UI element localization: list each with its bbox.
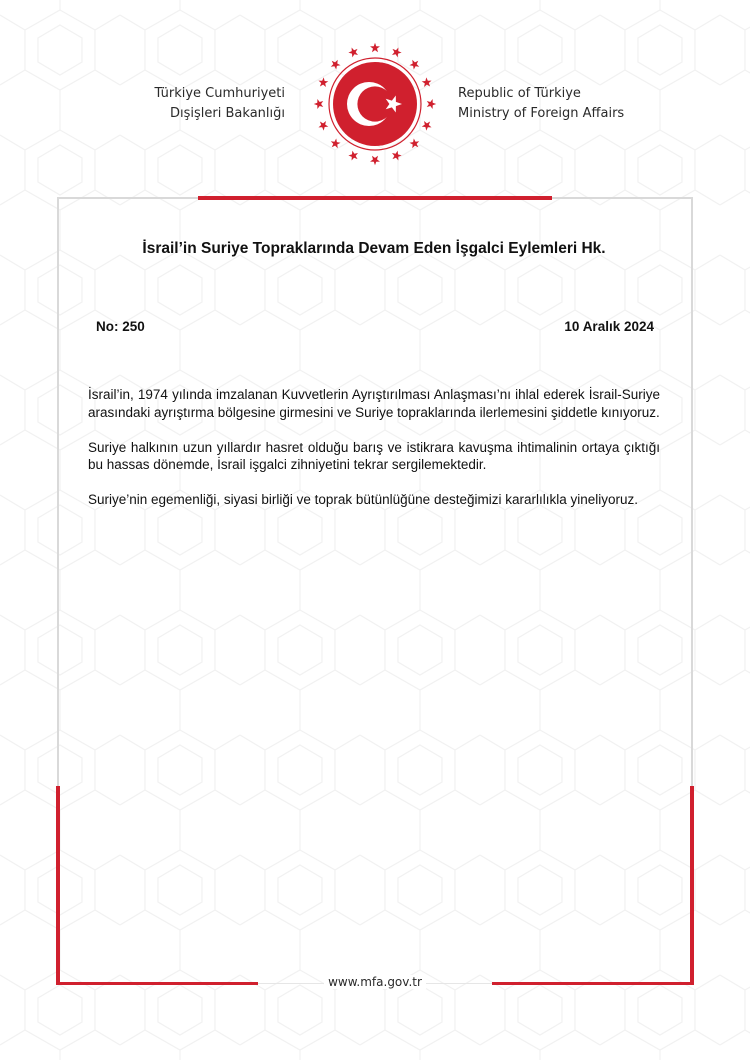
body-paragraph: İsrail’in, 1974 yılında imzalanan Kuvvetlerin Ayrıştırılması Anlaşması’nı ihlal ederek İsrail-Suriye arasındaki ayrıştırma bölgesine girmesini ve Suriye topraklarında ilerlemesini şiddetle kınıyoruz. (88, 387, 660, 420)
footer (0, 975, 750, 989)
frame-left-line (57, 197, 59, 787)
emblem-ring-star-icon (392, 151, 402, 161)
document-title: İsrail’in Suriye Topraklarında Devam Eden İşgalci Eylemleri Hk. (142, 240, 606, 257)
emblem-ring-star-icon (392, 47, 402, 57)
emblem-ring-star-icon (331, 138, 341, 148)
emblem-ring-star-icon (318, 121, 328, 131)
emblem-ring-star-icon (348, 151, 358, 161)
emblem-ring-star-icon (318, 77, 328, 87)
letterhead-tr-line2: Dışişleri Bakanlığı (170, 106, 285, 121)
document-body (88, 386, 660, 526)
emblem-ring-star-icon (331, 60, 341, 70)
letterhead-tr-line1: Türkiye Cumhuriyeti (154, 86, 285, 101)
footer-website-link[interactable]: www.mfa.gov.tr (324, 975, 426, 989)
emblem-ring-star-icon (348, 47, 358, 57)
emblem-ring-star-icon (422, 121, 432, 131)
frame-left-accent (56, 786, 60, 985)
emblem-ring-star-icon (422, 77, 432, 87)
emblem-ring-star-icon (409, 60, 419, 70)
letterhead-english (458, 84, 624, 124)
frame-right-accent (690, 786, 694, 985)
document-date: 10 Aralık 2024 (564, 319, 654, 334)
emblem-ring-star-icon (409, 138, 419, 148)
frame-right-line (691, 197, 693, 787)
frame-top-accent (198, 196, 552, 200)
body-paragraph: Suriye halkının uzun yıllardır hasret olduğu barış ve istikrara kavuşma ihtimalinin ortaya çıktığı bu hassas dönemde, İsrail işgalci zihniyetini tekrar sergilemektedir. (88, 439, 660, 472)
letterhead (0, 0, 750, 190)
emblem-ring-star-icon (314, 99, 323, 109)
body-paragraph: Suriye’nin egemenliği, siyasi birliği ve toprak bütünlüğüne desteğimizi kararlılıkla yineliyoruz. (88, 492, 639, 507)
emblem-ring-star-icon (370, 43, 380, 52)
letterhead-en-line2: Ministry of Foreign Affairs (458, 106, 625, 121)
letterhead-turkish (154, 84, 285, 124)
emblem-ring-star-icon (370, 156, 380, 165)
crescent-star-emblem-icon (311, 40, 439, 168)
emblem-ring-star-icon (427, 99, 436, 109)
letterhead-en-line1: Republic of Türkiye (458, 86, 581, 101)
document-number: No: 250 (96, 319, 145, 334)
